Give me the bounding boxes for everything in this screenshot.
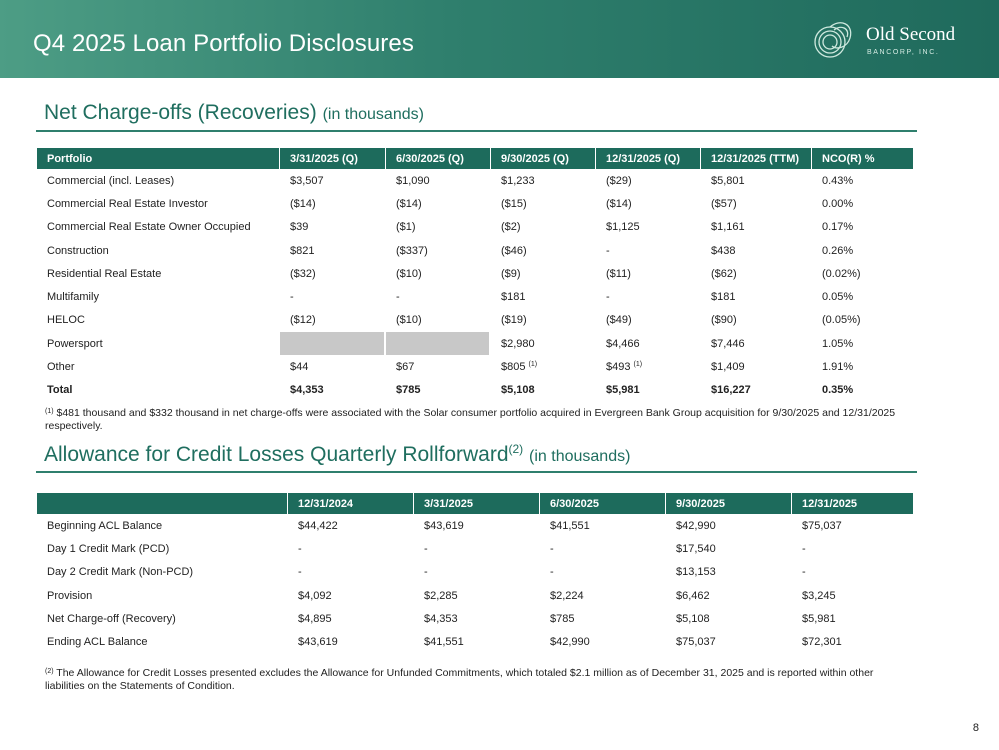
cell-q1: ($32) <box>290 267 316 280</box>
header-banner <box>0 0 999 78</box>
acl-col-1: 12/31/2024 <box>288 493 414 514</box>
cell-q4 <box>596 355 701 378</box>
table-row <box>37 332 913 355</box>
cell-value: - <box>424 542 428 555</box>
acl-header-row <box>37 493 913 514</box>
cell-value: $4,353 <box>424 612 458 625</box>
cell-value: - <box>802 542 806 555</box>
row-label: Net Charge-off (Recovery) <box>47 612 176 625</box>
table-row <box>37 216 913 239</box>
cell-value: $41,551 <box>424 636 464 649</box>
cell-ttm: $1,161 <box>711 221 745 234</box>
cell-value: - <box>550 542 554 555</box>
cell-value: $42,990 <box>550 636 590 649</box>
footnote-marker: (2) <box>45 668 54 675</box>
table-row <box>37 607 913 630</box>
table-row <box>37 561 913 584</box>
logo-name: Old Second <box>866 24 956 45</box>
cell-q3: ($9) <box>501 267 521 280</box>
table-row <box>37 285 913 308</box>
footnote-text: $481 thousand and $332 thousand in net charge-offs were associated with the Solar consumer portfolio acquired in Evergreen Bank Group acquisition for 9/30/2025 and 12/31/2025 respectively. <box>45 407 896 432</box>
table-row <box>37 192 913 215</box>
cell-q1: $4,353 <box>290 384 324 397</box>
page-title: Q4 2025 Loan Portfolio Disclosures <box>33 30 414 57</box>
cell-value: $6,462 <box>676 589 710 602</box>
cell-pct: 0.35% <box>822 384 854 397</box>
logo-subtitle: BANCORP, INC. <box>867 49 940 56</box>
cell-pct: 1.91% <box>822 361 854 374</box>
cell-q3 <box>491 355 596 378</box>
cell-q4: ($29) <box>606 174 632 187</box>
nco-col-q1: 3/31/2025 (Q) <box>280 148 386 169</box>
cell-q4: $1,125 <box>606 221 640 234</box>
cell-q2: ($14) <box>396 197 422 210</box>
row-label: Day 1 Credit Mark (PCD) <box>47 542 170 555</box>
row-label: Provision <box>47 589 93 602</box>
cell-q1: ($12) <box>290 314 316 327</box>
acl-footnote <box>45 666 905 692</box>
cell-q3: ($19) <box>501 314 527 327</box>
cell-q1: $44 <box>290 361 309 374</box>
table-row <box>37 514 913 537</box>
cell-value: $4,895 <box>298 612 332 625</box>
cell-q3: $181 <box>501 291 526 304</box>
nco-col-q3: 9/30/2025 (Q) <box>491 148 596 169</box>
cell-q2: ($10) <box>396 314 422 327</box>
row-label: Commercial Real Estate Owner Occupied <box>47 221 251 234</box>
table-row <box>37 537 913 560</box>
nco-col-portfolio: Portfolio <box>37 148 280 169</box>
row-label: Powersport <box>47 337 103 350</box>
cell-q1: $39 <box>290 221 309 234</box>
cell-pct: (0.02%) <box>822 267 861 280</box>
acl-table <box>37 493 913 654</box>
cell-ttm: ($62) <box>711 267 737 280</box>
cell-pct: 0.00% <box>822 197 854 210</box>
footnote-ref: (1) <box>633 361 643 369</box>
cell-value: $4,092 <box>298 589 332 602</box>
cell-value: $5,981 <box>802 612 836 625</box>
nco-footnote <box>45 406 905 432</box>
acl-col-5: 12/31/2025 <box>792 493 913 514</box>
cell-q4: ($49) <box>606 314 632 327</box>
table-row <box>37 355 913 378</box>
cell-q3: $2,980 <box>501 337 535 350</box>
cell-q2: ($10) <box>396 267 422 280</box>
total-row <box>37 379 913 402</box>
cell-q3-value: $805 <box>501 361 526 374</box>
cell-q3: $1,233 <box>501 174 535 187</box>
acl-title-footnote-ref: (2) <box>508 442 524 456</box>
table-row <box>37 309 913 332</box>
row-label: Residential Real Estate <box>47 267 162 280</box>
old-second-logo-icon <box>810 16 858 64</box>
cell-q1-not-applicable <box>280 332 386 355</box>
cell-q1: - <box>290 291 294 304</box>
acl-col-label <box>37 493 288 514</box>
cell-q1: $3,507 <box>290 174 324 187</box>
cell-q2: $785 <box>396 384 421 397</box>
cell-value: $13,153 <box>676 566 716 579</box>
cell-pct: 0.17% <box>822 221 854 234</box>
cell-value: $5,108 <box>676 612 710 625</box>
cell-q2: ($1) <box>396 221 416 234</box>
cell-q4: ($14) <box>606 197 632 210</box>
cell-ttm: $16,227 <box>711 384 751 397</box>
cell-value: $17,540 <box>676 542 716 555</box>
row-label: Other <box>47 361 75 374</box>
nco-col-ttm: 12/31/2025 (TTM) <box>701 148 812 169</box>
acl-section-title: Allowance for Credit Losses Quarterly Rollforward$^{(2)}$ (in thousands) <box>44 442 631 466</box>
row-label: HELOC <box>47 314 85 327</box>
nco-table <box>37 148 913 402</box>
nco-divider <box>36 130 917 132</box>
cell-q4: $5,981 <box>606 384 640 397</box>
cell-value: - <box>298 542 302 555</box>
nco-header-row <box>37 148 913 169</box>
table-row <box>37 584 913 607</box>
cell-ttm: $7,446 <box>711 337 745 350</box>
cell-value: $72,301 <box>802 636 842 649</box>
cell-value: $42,990 <box>676 519 716 532</box>
cell-q1: ($14) <box>290 197 316 210</box>
cell-q2: ($337) <box>396 244 428 257</box>
cell-q3: ($2) <box>501 221 521 234</box>
cell-q2: - <box>396 291 400 304</box>
cell-q2: $1,090 <box>396 174 430 187</box>
footnote-text: The Allowance for Credit Losses presented excludes the Allowance for Unfunded Commitments, which totaled $2.1 million as of December 31, 2025 and is reported within other liabilities on the Statements of Condition. <box>45 667 874 692</box>
acl-col-4: 9/30/2025 <box>666 493 792 514</box>
cell-value: $2,224 <box>550 589 584 602</box>
cell-q4-value: $493 <box>606 361 631 374</box>
cell-q3: ($46) <box>501 244 527 257</box>
cell-q2-not-applicable <box>386 332 491 355</box>
cell-value: - <box>550 566 554 579</box>
nco-col-q4: 12/31/2025 (Q) <box>596 148 701 169</box>
cell-value: $43,619 <box>424 519 464 532</box>
table-row <box>37 630 913 653</box>
cell-value: $75,037 <box>802 519 842 532</box>
cell-ttm: ($90) <box>711 314 737 327</box>
acl-divider <box>36 471 917 473</box>
cell-pct: (0.05%) <box>822 314 861 327</box>
row-label: Day 2 Credit Mark (Non-PCD) <box>47 566 194 579</box>
acl-col-3: 6/30/2025 <box>540 493 666 514</box>
cell-q3: ($15) <box>501 197 527 210</box>
nco-col-pct: NCO(R) % <box>812 148 913 169</box>
nco-section-title: Net Charge-offs (Recoveries) (in thousands) <box>44 101 424 124</box>
cell-value: $43,619 <box>298 636 338 649</box>
acl-unit: (in thousands) <box>529 448 631 465</box>
cell-value: $44,422 <box>298 519 338 532</box>
cell-q4: - <box>606 291 610 304</box>
cell-q4: - <box>606 244 610 257</box>
row-label: Commercial Real Estate Investor <box>47 197 208 210</box>
row-label: Ending ACL Balance <box>47 636 148 649</box>
acl-col-2: 3/31/2025 <box>414 493 540 514</box>
cell-value: $3,245 <box>802 589 836 602</box>
nco-unit: (in thousands) <box>322 106 424 123</box>
cell-value: $785 <box>550 612 575 625</box>
cell-value: - <box>424 566 428 579</box>
row-label: Multifamily <box>47 291 99 304</box>
cell-q4: ($11) <box>606 267 631 280</box>
cell-ttm: ($57) <box>711 197 737 210</box>
row-label: Commercial (incl. Leases) <box>47 174 175 187</box>
cell-q2: $67 <box>396 361 415 374</box>
cell-q1: $821 <box>290 244 315 257</box>
cell-value: $75,037 <box>676 636 716 649</box>
nco-col-q2: 6/30/2025 (Q) <box>386 148 491 169</box>
cell-ttm: $181 <box>711 291 736 304</box>
cell-ttm: $1,409 <box>711 361 745 374</box>
table-row <box>37 262 913 285</box>
table-row <box>37 239 913 262</box>
row-label: Construction <box>47 244 109 257</box>
cell-value: $41,551 <box>550 519 590 532</box>
cell-pct: 0.43% <box>822 174 854 187</box>
cell-value: $2,285 <box>424 589 458 602</box>
cell-ttm: $438 <box>711 244 736 257</box>
row-label: Total <box>47 384 73 397</box>
cell-value: - <box>298 566 302 579</box>
footnote-marker: (1) <box>45 408 54 415</box>
cell-pct: 1.05% <box>822 337 854 350</box>
row-label: Beginning ACL Balance <box>47 519 163 532</box>
footnote-ref: (1) <box>528 361 538 369</box>
page-number: 8 <box>972 722 979 734</box>
cell-value: - <box>802 566 806 579</box>
cell-pct: 0.26% <box>822 244 854 257</box>
cell-q4: $4,466 <box>606 337 640 350</box>
cell-pct: 0.05% <box>822 291 854 304</box>
cell-q3: $5,108 <box>501 384 535 397</box>
cell-ttm: $5,801 <box>711 174 745 187</box>
company-logo <box>810 16 985 64</box>
table-row <box>37 169 913 192</box>
